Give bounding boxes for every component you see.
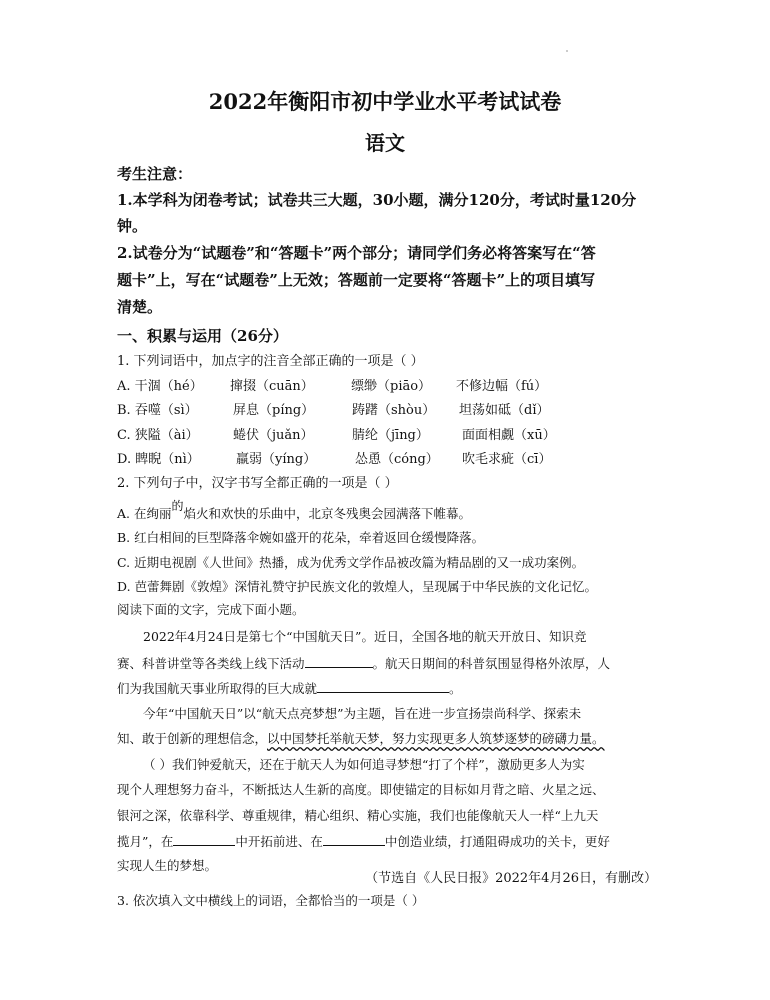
passage-p1-line2 [117, 653, 610, 674]
scan-speck [566, 50, 568, 52]
q1-option-b-1: B. 吞噬（sì） [117, 403, 198, 418]
question-1-stem: 1. 下列词语中，加点字的注音全部正确的一项是（ ） [117, 354, 424, 369]
q1-option-c-2: 蜷伏（juǎn） [233, 428, 314, 443]
passage-source: （节选自《人民日报》2022年4月26日，有删改） [365, 871, 657, 886]
passage-p1-line3 [117, 678, 462, 699]
q1-option-b-3: 踌躇（shòu） [352, 403, 436, 418]
q2-option-a-text: 焰火和欢快的乐曲中，北京冬残奥会园满落下帷幕。 [183, 506, 472, 521]
q2-option-c: C. 近期电视剧《人世间》热播，成为优秀文学作品被改篇为精品剧的又一成功案例。 [117, 555, 585, 570]
passage-p3-line4 [117, 831, 610, 852]
q1-option-b-2: 屏息（píng） [233, 403, 315, 418]
q2-option-b: B. 红白相间的巨型降落伞婉如盛开的花朵，牵着返回仓缓慢降落。 [117, 530, 485, 545]
passage-p1-line2-a: 赛、科普讲堂等各类线上线下活动 [117, 656, 305, 671]
passage-p3-line4-c: 中创造业绩，打通阻碍成功的关卡，更好 [384, 834, 610, 849]
passage-p2-line2-a: 知、敢于创新的理想信念， [117, 731, 268, 746]
passage-p3-line4-a: 揽月”，在 [117, 834, 174, 849]
question-3-stem: 3. 依次填入文中横线上的词语，全都恰当的一项是（ ） [117, 893, 425, 908]
notice-item1-line2: 钟。 [117, 217, 148, 235]
q1-option-a-1: A. 干涸（hé） [117, 379, 203, 394]
passage-p1-line3-b: 。 [449, 681, 462, 696]
notice-heading: 考生注意： [117, 165, 193, 183]
passage-p3-line3: 银河之深，依靠科学、尊重规律，精心组织、精心实施，我们也能像航天人一样“上九天 [117, 808, 599, 823]
answer-blank-3 [173, 831, 235, 846]
q1-option-c-4: 面面相觑（xū） [462, 428, 556, 443]
passage-p1-line1: 2022年4月24日是第七个“中国航天日”。近日，全国各地的航天开放日、知识竞 [143, 629, 587, 644]
q1-option-b-4: 坦荡如砥（dǐ） [459, 403, 550, 418]
notice-item2-line2: 题卡”上，写在“试题卷”上无效；答题前一定要将“答题卡”上的项目填写 [117, 271, 596, 289]
q1-option-d-3: 怂恿（cóng） [355, 452, 439, 467]
q1-option-d-4: 吹毛求疵（cī） [462, 452, 552, 467]
q1-option-a-2: 撺掇（cuān） [230, 379, 314, 394]
question-2-stem: 2. 下列句子中，汉字书写全都正确的一项是（ ） [117, 476, 398, 491]
q2-option-a-raised-char: 的 [171, 499, 184, 513]
q1-option-c-1: C. 狭隘（ài） [117, 428, 199, 443]
exam-title: 2022年衡阳市初中学业水平考试试卷 [208, 89, 562, 114]
passage-p3-line5: 实现人生的梦想。 [117, 858, 218, 873]
wavy-underlined-sentence: 以中国梦托举航天梦，努力实现更多人筑梦逐梦的磅礴力量。 [267, 731, 605, 746]
passage-p1-line2-b: 。航天日期间的科普氛围显得格外浓厚，人 [372, 656, 611, 671]
notice-item2-line1: 2.试卷分为“试题卷”和“答题卡”两个部分；请同学们务必将答案写在“答 [117, 244, 596, 262]
section-heading: 一、积累与运用（26分） [117, 327, 288, 345]
q2-option-a [117, 499, 472, 524]
answer-blank-2 [317, 678, 449, 693]
passage-p1-line3-a: 们为我国航天事业所取得的巨大成就 [117, 681, 318, 696]
q1-option-a-3: 缥缈（piāo） [351, 379, 432, 394]
passage-p3-line1: （ ）我们钟爱航天，还在于航天人为如何追寻梦想“打了个样”，激励更多人为实 [143, 757, 585, 772]
q1-option-a-4: 不修边幅（fú） [456, 379, 548, 394]
notice-item1-line1: 1.本学科为闭卷考试；试卷共三大题，30小题，满分120分，考试时量120分 [117, 191, 637, 209]
q2-option-a-prefix: A. 在绚丽 [117, 506, 172, 521]
answer-blank-4 [323, 831, 385, 846]
notice-item2-line3: 清楚。 [117, 298, 163, 316]
passage-p3-line4-b: 中开拓前进、在 [235, 834, 323, 849]
q1-option-d-2: 羸弱（yíng） [236, 452, 317, 467]
passage-p3-line2: 现个人理想努力奋斗，不断抵达人生新的高度。即使锚定的目标如月背之暗、火星之远、 [117, 782, 605, 797]
passage-p2-line1: 今年“中国航天日”以“航天点亮梦想”为主题，旨在进一步宣扬崇尚科学、探索未 [143, 706, 582, 721]
q1-option-c-3: 腈纶（jīng） [352, 428, 429, 443]
subject-title: 语文 [365, 131, 405, 155]
q1-option-d-1: D. 睥睨（nì） [117, 452, 200, 467]
reading-prompt: 阅读下面的文字，完成下面小题。 [117, 602, 305, 617]
passage-p2-line2 [117, 729, 605, 749]
q2-option-d: D. 芭蕾舞剧《敦煌》深情礼赞守护民族文化的敦煌人，呈现属于中华民族的文化记忆。 [117, 579, 598, 594]
answer-blank-1 [305, 653, 373, 668]
